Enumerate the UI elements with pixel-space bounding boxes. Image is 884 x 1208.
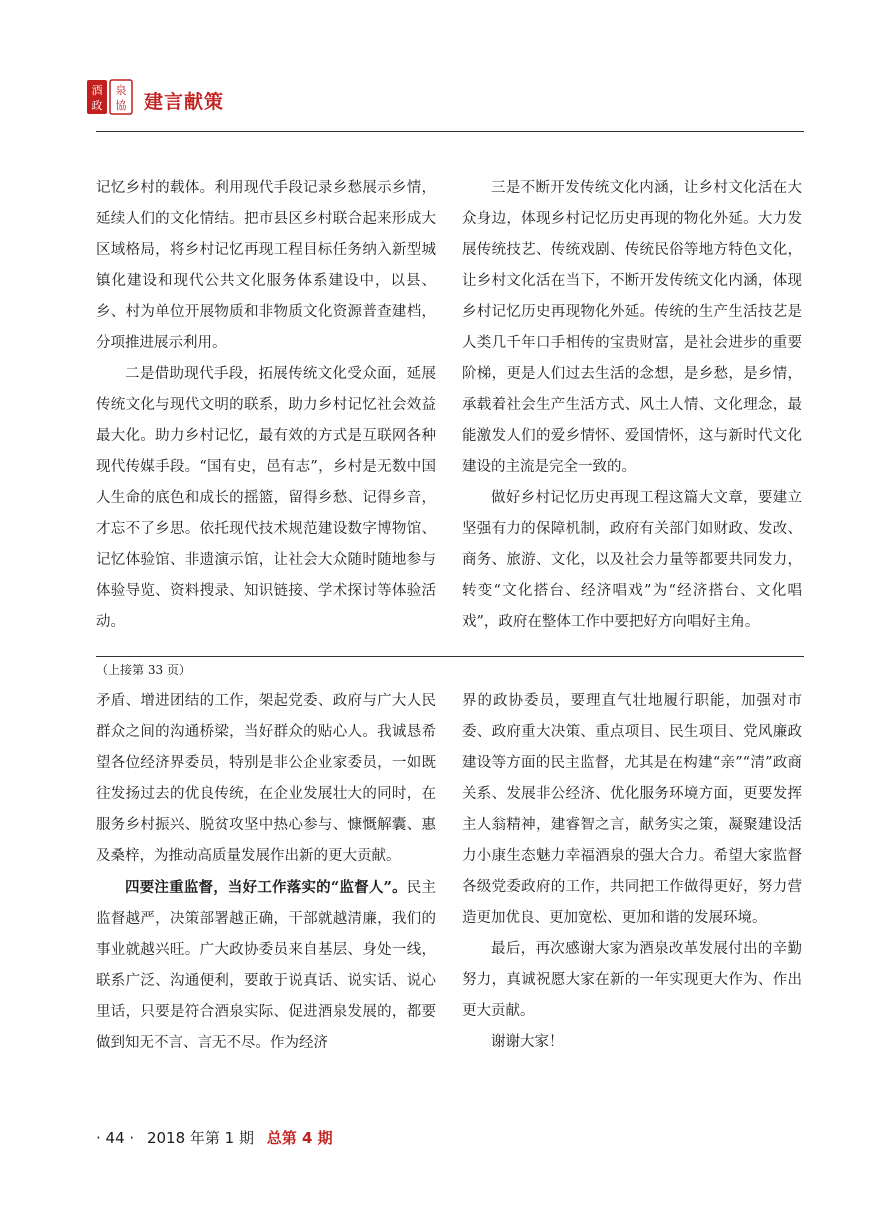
- magazine-issue-label: 总第 4 期: [266, 1129, 333, 1147]
- paragraph: 界的政协委员，要理直气壮地履行职能，加强对市委、政府重大决策、重点项目、民生项目、党风廉政建设等方面的民主监督，尤其是在构建“亲”“清”政商关系、发展非公经济、优化服务环境方面，更要发挥主人翁精神，建睿智之言，献务实之策，凝聚建设活力小康生态魅力幸福酒泉的强大合力。希望大家监督各级党委政府的工作，共同把工作做得更好，努力营造更加优良、更加宽松、更加和谐的发展环境。: [462, 693, 802, 926]
- paragraph: 最后，再次感谢大家为酒泉改革发展付出的辛勤努力，真诚祝愿大家在新的一年实现更大作为、作出更大贡献。: [462, 941, 802, 1019]
- seal-logo-icon: [86, 78, 134, 116]
- paragraph: 谢谢大家！: [491, 1034, 564, 1050]
- paragraph-text: 民主监督越严，决策部署越正确，干部就越清廉，我们的事业就越兴旺。广大政协委员来自基层、身处一线，联系广泛、沟通便利，要敢于说真话、说实话、说心里话，只要是符合酒泉实际、促进酒泉发展的，都要做到知无不言、言无不尽。作为经济: [96, 880, 437, 1051]
- article-column-right: [462, 173, 802, 638]
- continued-note: （上接第 33 页）: [96, 663, 191, 677]
- page-footer: [96, 1127, 333, 1148]
- page-number: · 44 ·: [96, 1129, 135, 1147]
- svg-text:泉: 泉: [115, 84, 127, 97]
- speech-column-left: [96, 686, 436, 1059]
- paragraph: 三是不断开发传统文化内涵，让乡村文化活在大众身边，体现乡村记忆历史再现的物化外延。大力发展传统技艺、传统戏剧、传统民俗等地方特色文化，让乡村文化活在当下，不断开发传统文化内涵，体现乡村记忆历史再现物化外延。传统的生产生活技艺是人类几千年口手相传的宝贵财富，是社会进步的重要阶梯，更是人们过去生活的念想，是乡愁，是乡情，承载着社会生产生活方式、风土人情、文化理念，最能激发人们的爱乡情怀、爱国情怀，这与新时代文化建设的主流是完全一致的。: [462, 180, 802, 475]
- paragraph: [96, 872, 436, 1059]
- top-divider: [96, 131, 804, 132]
- svg-text:酒: 酒: [91, 84, 103, 97]
- svg-text:政: 政: [91, 99, 103, 112]
- issue-label: 2018 年第 1 期: [146, 1129, 254, 1147]
- paragraph: 记忆乡村的载体。利用现代手段记录乡愁展示乡情，延续人们的文化情结。把市县区乡村联合起来形成大区域格局，将乡村记忆再现工程目标任务纳入新型城镇化建设和现代公共文化服务体系建设中，以县、乡、村为单位开展物质和非物质文化资源普查建档，分项推进展示利用。: [96, 180, 436, 351]
- paragraph: 二是借助现代手段，拓展传统文化受众面，延展传统文化与现代文明的联系，助力乡村记忆社会效益最大化。助力乡村记忆，最有效的方式是互联网各种现代传媒手段。“国有史，邑有志”，乡村是无数中国人生命的底色和成长的摇篮，留得乡愁、记得乡音，才忘不了乡思。依托现代技术规范建设数字博物馆、记忆体验馆、非遗演示馆，让社会大众随时随地参与体验导览、资料搜录、知识链接、学术探讨等体验活动。: [96, 366, 436, 630]
- svg-text:協: 協: [115, 99, 127, 112]
- section-title: 建言献策: [144, 91, 225, 113]
- section-divider: [96, 656, 804, 657]
- speech-column-right: [462, 686, 802, 1058]
- article-column-left: [96, 173, 436, 638]
- paragraph: 矛盾、增进团结的工作，架起党委、政府与广大人民群众之间的沟通桥梁，当好群众的贴心人。我诚恳希望各位经济界委员，特别是非公企业家委员，一如既往发扬过去的优良传统，在企业发展壮大的同时，在服务乡村振兴、脱贫攻坚中热心参与、慷慨解囊、惠及桑梓，为推动高质量发展作出新的更大贡献。: [96, 693, 436, 864]
- bold-lead-sentence: 四要注重监督，当好工作落实的“监督人”。: [125, 879, 407, 896]
- paragraph: 做好乡村记忆历史再现工程这篇大文章，要建立坚强有力的保障机制，政府有关部门如财政、发改、商务、旅游、文化，以及社会力量等都要共同发力，转变“文化搭台、经济唱戏”为“经济搭台、文化唱戏”，政府在整体工作中要把好方向唱好主角。: [462, 490, 802, 630]
